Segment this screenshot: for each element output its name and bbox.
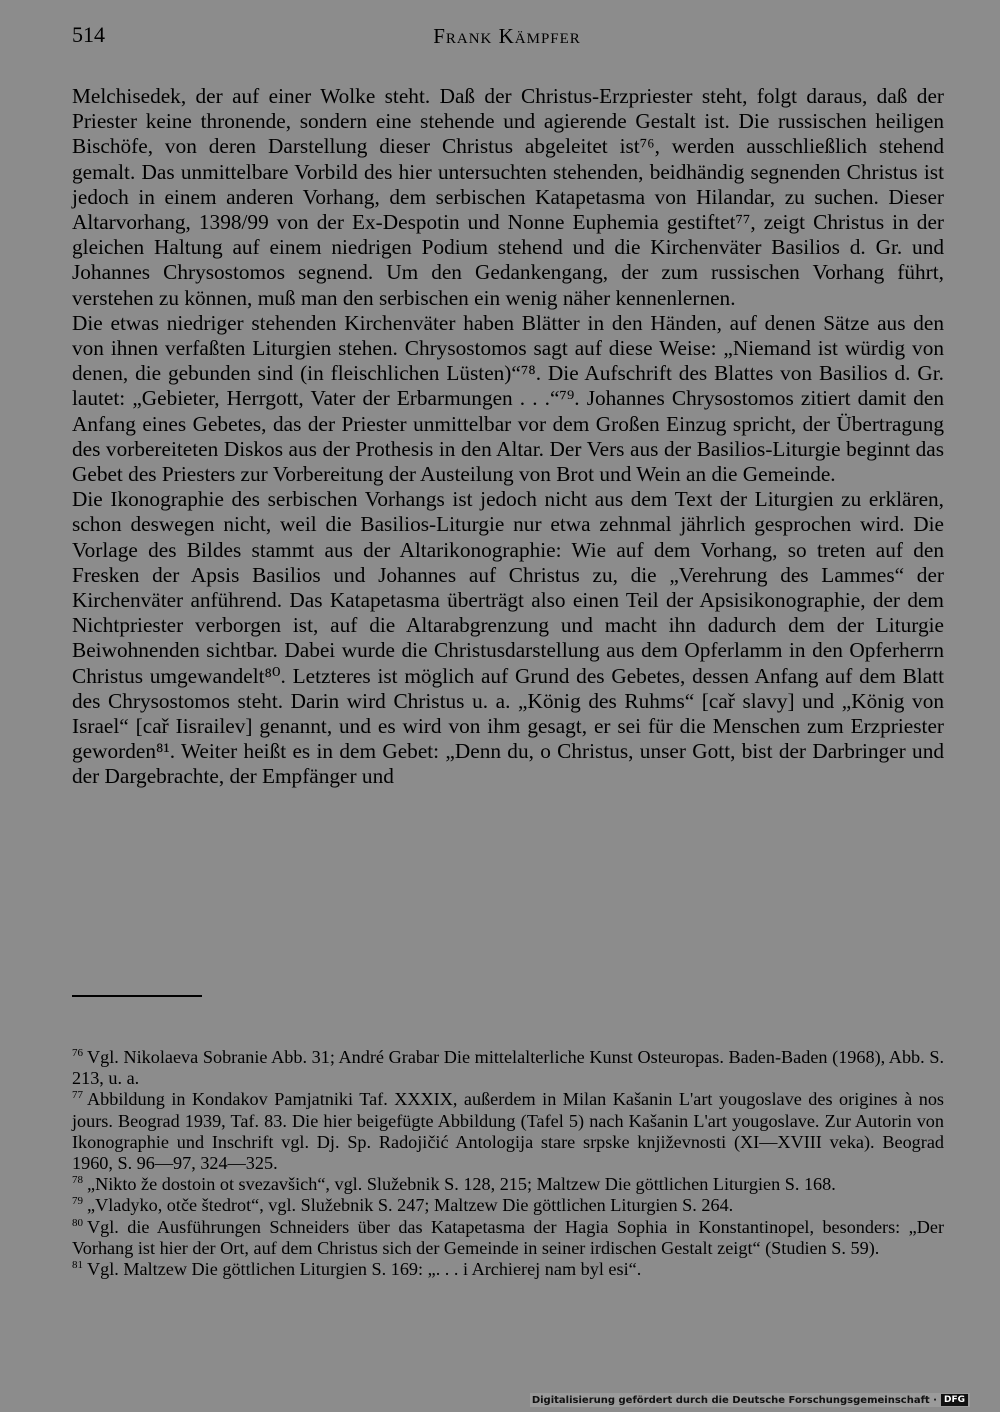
footnote-number: 76 bbox=[72, 1046, 83, 1059]
footnote-number: 78 bbox=[72, 1174, 83, 1187]
footnote-text: Vgl. die Ausführungen Schneiders über das Katapetasma der Hagia Sophia in Konstantinopel, besonders: „Der Vorhang ist hier der Ort, auf dem Christus sich der Gemeinde in seiner irdischen Gestalt zeigt“ (Studien S. 59). bbox=[72, 1216, 944, 1258]
footnote-number: 80 bbox=[72, 1216, 83, 1229]
footnote-text: Abbildung in Kondakov Pamjatniki Taf. XXXIX, außerdem in Milan Kašanin L'art yougoslave des origines à nos jours. Beograd 1939, Taf. 83. Die hier beigefügte Abbildung (Tafel 5) nach Kašanin L'art yougoslave. Zur Autorin von Ikonographie und Inschrift vgl. Dj. Sp. Radojičić Antologija stare srpske književnosti (XI—XVIII veka). Beograd 1960, S. 96—97, 324—325. bbox=[72, 1089, 944, 1174]
footnote-divider bbox=[72, 995, 202, 997]
footnote-text: „Vladyko, otče štedrot“, vgl. Služebnik S. 247; Maltzew Die göttlichen Liturgien S. 264. bbox=[87, 1195, 734, 1216]
dfg-logo: DFG bbox=[941, 1394, 968, 1406]
paragraph: Melchisedek, der auf einer Wolke steht. Daß der Christus-Erzpriester steht, folgt daraus, daß der Priester keine thronende, sondern eine stehende und agierende Gestalt ist. Die russischen heiligen Bischöfe, von deren Darstellung dieser Christus abgeleitet ist⁷⁶, werden ausschließlich stehend gemalt. Das unmittelbare Vorbild des hier untersuchten stehenden, beidhändig segnenden Christus ist jedoch in einem anderen Vorhang, dem serbischen Katapetasma von Hilandar, zu suchen. Dieser Altarvorhang, 1398/99 von der Ex-Despotin und Nonne Euphemia gestiftet⁷⁷, zeigt Christus in der gleichen Haltung auf einem niedrigen Podium stehend und die Kirchenväter Basilios d. Gr. und Johannes Chrysostomos segnend. Um den Gedankengang, der zum russischen Vorhang führt, verstehen zu können, muß man den serbischen ein wenig näher kennenlernen. bbox=[72, 84, 944, 310]
footnote-number: 77 bbox=[72, 1089, 83, 1102]
footnote bbox=[72, 1089, 944, 1174]
footnote bbox=[72, 1195, 944, 1216]
footnote-number: 79 bbox=[72, 1195, 83, 1208]
footnote-text: Vgl. Maltzew Die göttlichen Liturgien S. 169: „. . . i Archierej nam byl esi“. bbox=[87, 1259, 642, 1280]
footnote-number: 81 bbox=[72, 1258, 83, 1271]
paragraph: Die Ikonographie des serbischen Vorhangs ist jedoch nicht aus dem Text der Liturgien zu erklären, schon deswegen nicht, weil die Basilios-Liturgie nur etwa zehnmal jährlich gesprochen wird. Die Vorlage des Bildes stammt aus der Altarikonographie: Wie auf dem Vorhang, so treten auf den Fresken der Apsis Basilios und Johannes auf Christus zu, die „Verehrung des Lammes“ der Kirchenväter anführend. Das Katapetasma überträgt also einen Teil der Apsisikonographie, der dem Nichtpriester verborgen ist, auf die Altarabgrenzung und macht ihn dadurch dem der Liturgie Beiwohnenden sichtbar. Dabei wurde die Christusdarstellung aus dem Opferlamm in den Opferherrn Christus umgewandelt⁸⁰. Letzteres ist möglich auf Grund des Gebetes, dessen Anfang auf dem Blatt des Chrysostomos steht. Darin wird Christus u. a. „König des Ruhms“ [cař slavy] und „König von Israel“ [cař Iisrailev] genannt, und es wird von ihm gesagt, er sei für die Menschen zum Erzpriester geworden⁸¹. Weiter heißt es in dem Gebet: „Denn du, o Christus, unser Gott, bist der Darbringer und der Dargebrachte, der Empfänger und bbox=[72, 487, 944, 789]
paragraph: Die etwas niedriger stehenden Kirchenväter haben Blätter in den Händen, auf denen Sätze aus den von ihnen verfaßten Liturgien stehen. Chrysostomos sagt auf diese Weise: „Niemand ist würdig von denen, die gebunden sind (in fleischlichen Lüsten)“⁷⁸. Die Aufschrift des Blattes von Basilios d. Gr. lautet: „Gebieter, Herrgott, Vater der Erbarmungen . . .“⁷⁹. Johannes Chrysostomos zitiert damit den Anfang eines Gebetes, das der Priester unmittelbar vor dem Großen Einzug spricht, der Übertragung des vorbereiteten Diskos aus der Prothesis in den Altar. Der Vers aus der Basilios-Liturgie beginnt das Gebet des Priesters zur Vorbereitung der Austeilung von Brot und Wein an die Gemeinde. bbox=[72, 310, 944, 487]
footnotes bbox=[72, 1047, 944, 1280]
footnote bbox=[72, 1047, 944, 1089]
footnote bbox=[72, 1217, 944, 1259]
page-header bbox=[72, 22, 942, 58]
digitization-credit bbox=[530, 1393, 970, 1407]
footnote-text: „Nikto že dostoin ot svezavšich“, vgl. Služebnik S. 128, 215; Maltzew Die göttlichen Liturgien S. 168. bbox=[87, 1174, 836, 1195]
page-number: 514 bbox=[72, 22, 105, 47]
footnote-text: Vgl. Nikolaeva Sobranie Abb. 31; André Grabar Die mittelalterliche Kunst Osteuropas. Baden-Baden (1968), Abb. S. 213, u. a. bbox=[72, 1047, 944, 1089]
footnote bbox=[72, 1259, 944, 1280]
body-text bbox=[72, 84, 944, 790]
footnote bbox=[72, 1174, 944, 1195]
credit-text: Digitalisierung gefördert durch die Deutsche Forschungsgemeinschaft · bbox=[531, 1394, 937, 1406]
running-head: Frank Kämpfer bbox=[433, 24, 581, 48]
